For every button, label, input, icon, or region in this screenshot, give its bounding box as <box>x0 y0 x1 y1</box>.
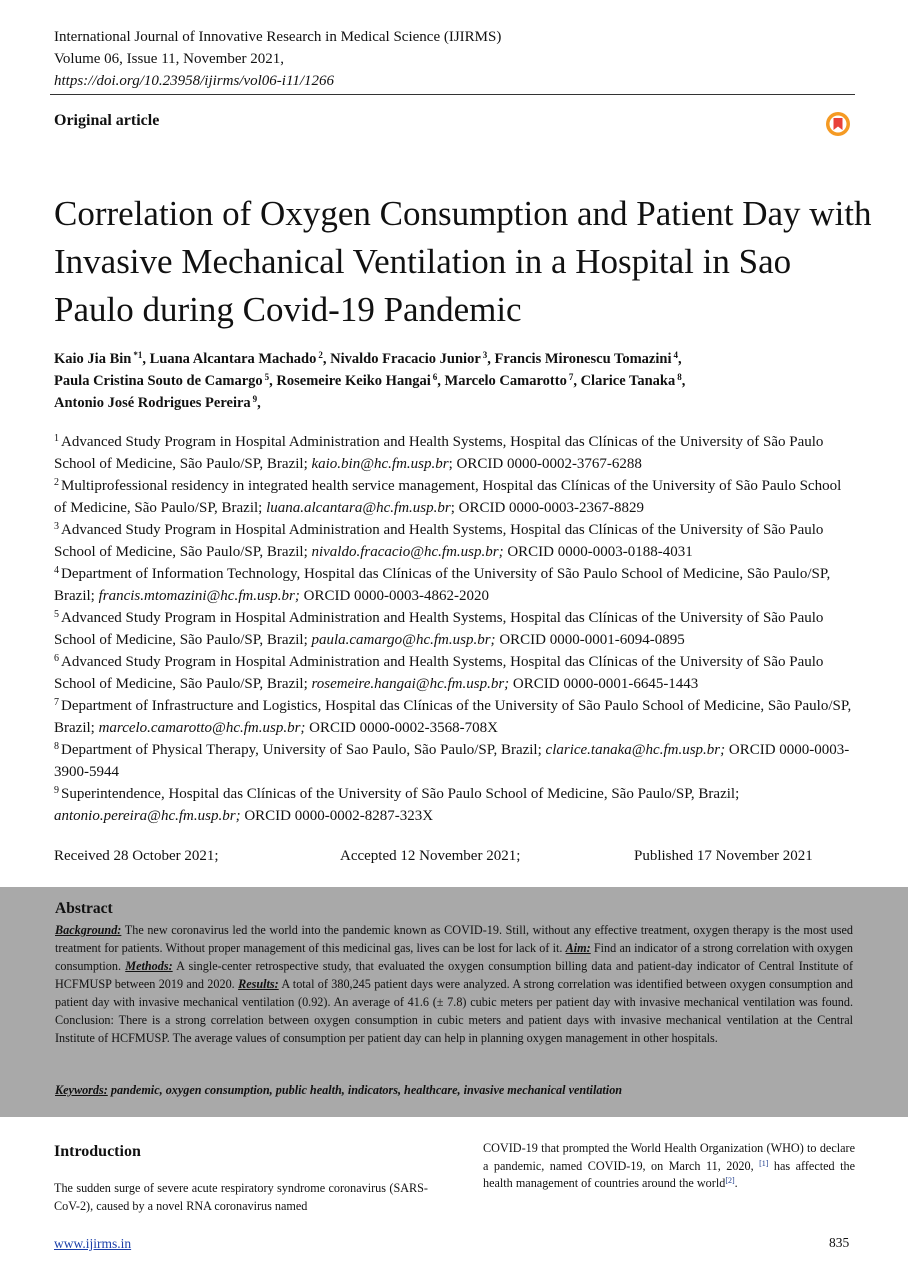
results-label: Results: <box>238 977 279 991</box>
intro-text-a: COVID-19 that prompted the World Health Organization (WHO) to declare a pandemic, named COVID-19, on March 11, 2020, <box>483 1141 855 1173</box>
affiliation-number: 6 <box>54 653 59 664</box>
article-title: Correlation of Oxygen Consumption and Patient Day with Invasive Mechanical Ventilation in a Hospital in Sao Paulo during Covid-19 Pandemic <box>54 194 872 329</box>
affiliation-text: Department of Information Technology, Hospital das Clínicas of the University of São Paulo School of Medicine, São Paulo/SP, Brazil; <box>54 566 831 604</box>
footer-website-link[interactable]: www.ijirms.in <box>54 1236 132 1251</box>
affiliation-text: Department of Physical Therapy, University of Sao Paulo, São Paulo/SP, Brazil; <box>61 742 546 758</box>
affiliation-item <box>54 563 854 607</box>
affiliation-orcid: ORCID 0000-0001-6645-1443 <box>509 676 699 692</box>
affiliation-email[interactable]: nivaldo.fracacio@hc.fm.usp.br; <box>311 544 504 560</box>
aim-label: Aim: <box>565 941 591 955</box>
author-list: Kaio Jia Bin $^{*1}$, Luana Alcantara Machado $^2$, Nivaldo Fracacio Junior $^3$, Francis Mironescu Tomazini $^4$, Paula Cristina Souto de Camargo $^5$, Rosemeire Keiko Hangai $^6$, Marcelo Camarotto $^7$, Clarice Tanaka $^8$, Antonio José Rodrigues Pereira $^9$, <box>54 350 686 411</box>
author-affiliation-ref: 5 <box>264 372 270 382</box>
author-affiliation-ref: *1 <box>133 350 143 360</box>
affiliation-orcid: ORCID 0000-0001-6094-0895 <box>495 632 685 648</box>
journal-header <box>54 26 501 92</box>
affiliation-orcid: ORCID 0000-0002-3568-708X <box>305 720 498 736</box>
methods-label: Methods: <box>125 959 173 973</box>
received-date: Received 28 October 2021; <box>54 848 219 864</box>
affiliation-item <box>54 607 854 651</box>
affiliation-text: Advanced Study Program in Hospital Administration and Health Systems, Hospital das Clínicas of the University of São Paulo School of Medicine, São Paulo/SP, Brazil; <box>54 522 824 560</box>
affiliation-email[interactable]: kaio.bin@hc.fm.usp.br <box>311 456 449 472</box>
author-name: Paula Cristina Souto de Camargo <box>54 373 263 389</box>
citation-ref-2[interactable]: [2] <box>725 1176 735 1185</box>
header-divider <box>50 94 855 95</box>
affiliation-number: 8 <box>54 741 59 752</box>
affiliation-number: 9 <box>54 785 59 796</box>
author-affiliation-ref: 2 <box>318 350 323 360</box>
author-name: Marcelo Camarotto <box>444 373 567 389</box>
affiliation-text: Advanced Study Program in Hospital Administration and Health Systems, Hospital das Clínicas of the University of São Paulo School of Medicine, São Paulo/SP, Brazil; <box>54 610 824 648</box>
affiliation-text: Advanced Study Program in Hospital Administration and Health Systems, Hospital das Clínicas of the University of São Paulo School of Medicine, São Paulo/SP, Brazil; <box>54 654 824 692</box>
journal-name: International Journal of Innovative Research in Medical Science (IJIRMS) <box>54 29 502 45</box>
author-affiliation-ref: 8 <box>677 372 682 382</box>
intro-text-b: has affected the health management of countries around the world <box>483 1158 855 1190</box>
author-name: Luana Alcantara Machado <box>149 351 317 367</box>
results-text: A total of 380,245 patient days were analyzed. A strong correlation was identified between oxygen consumption and patient day with invasive mechanical ventilation (0.92). An average of 41.6 (± 7.8) cubic meters per patient day with invasive mechanical ventilation was found. Conclusion: There is a strong correlation between oxygen consumption in cubic meters and patient days with invasive mechanical ventilation at the Central Institute of HCFMUSP. The average values of consumption per patient day can help in planning oxygen management in other hospitals. <box>55 977 853 1045</box>
author-name: Nivaldo Fracacio Junior <box>330 351 481 367</box>
abstract-section <box>0 887 908 1117</box>
affiliation-text: Superintendence, Hospital das Clínicas of the University of São Paulo School of Medicine, São Paulo/SP, Brazil; <box>61 786 740 802</box>
affiliation-list <box>54 431 854 827</box>
journal-volume: Volume 06, Issue 11, November 2021, <box>54 51 284 67</box>
affiliation-text: Department of Infrastructure and Logistics, Hospital das Clínicas of the University of São Paulo School of Medicine, São Paulo/SP, Brazil; <box>54 698 852 736</box>
author-affiliation-ref: 9 <box>252 394 258 404</box>
affiliation-number: 5 <box>54 609 59 620</box>
abstract-text <box>55 921 853 1047</box>
affiliation-email[interactable]: antonio.pereira@hc.fm.usp.br; <box>54 808 241 824</box>
affiliation-orcid: ; ORCID 0000-0003-2367-8829 <box>450 500 645 516</box>
affiliation-email[interactable]: francis.mtomazini@hc.fm.usp.br; <box>98 588 300 604</box>
affiliation-orcid: ORCID 0000-0003-4862-2020 <box>299 588 490 604</box>
author-affiliation-ref: 6 <box>432 372 438 382</box>
keywords-text: pandemic, oxygen consumption, public health, indicators, healthcare, invasive mechanical ventilation <box>107 1083 623 1097</box>
author-affiliation-ref: 3 <box>482 350 488 360</box>
affiliation-email[interactable]: marcelo.camarotto@hc.fm.usp.br; <box>98 720 306 736</box>
affiliation-orcid: ORCID 0000-0003-0188-4031 <box>503 544 693 560</box>
page-number: 835 <box>829 1235 850 1250</box>
published-date: Published 17 November 2021 <box>634 848 813 864</box>
author-affiliation-ref: 4 <box>673 350 678 360</box>
doi-link[interactable]: https://doi.org/10.23958/ijirms/vol06-i11/1266 <box>54 73 335 89</box>
affiliation-text: Multiprofessional residency in integrated health service management, Hospital das Clínicas of the University of São Paulo School of Medicine, São Paulo/SP, Brazil; <box>54 478 842 516</box>
affiliation-email[interactable]: rosemeire.hangai@hc.fm.usp.br; <box>311 676 510 692</box>
abstract-heading: Abstract <box>55 900 113 917</box>
article-type: Original article <box>54 112 160 129</box>
author-name: Kaio Jia Bin <box>54 351 132 367</box>
affiliation-number: 2 <box>54 477 59 488</box>
citation-ref-1[interactable]: [1] <box>759 1158 769 1168</box>
affiliation-item <box>54 519 854 563</box>
keywords-label: Keywords: <box>55 1083 108 1097</box>
affiliation-email[interactable]: luana.alcantara@hc.fm.usp.br <box>266 500 451 516</box>
affiliation-number: 4 <box>54 565 59 576</box>
introduction-col1: The sudden surge of severe acute respiratory syndrome coronavirus (SARS-CoV-2), caused by a novel RNA coronavirus named <box>54 1181 428 1213</box>
affiliation-email[interactable]: clarice.tanaka@hc.fm.usp.br; <box>545 742 726 758</box>
keywords <box>55 1083 622 1098</box>
affiliation-number: 1 <box>54 433 59 444</box>
background-text: The new coronavirus led the world into the pandemic known as COVID-19. Still, without any effective treatment, oxygen therapy is the most used treatment for patients. Without proper management of this medicinal gas, lives can be lost for lack of it. <box>55 923 853 955</box>
author-name: Francis Mironescu Tomazini <box>494 351 672 367</box>
affiliation-item <box>54 739 854 783</box>
affiliation-item <box>54 695 854 739</box>
check-for-updates-icon[interactable] <box>825 111 851 137</box>
affiliation-number: 3 <box>54 521 59 532</box>
affiliation-orcid: ORCID 0000-0003-3900-5944 <box>54 742 850 780</box>
introduction-col2 <box>483 1140 855 1193</box>
affiliation-item <box>54 475 854 519</box>
background-label: Background: <box>55 923 122 937</box>
affiliation-email[interactable]: paula.camargo@hc.fm.usp.br; <box>311 632 496 648</box>
accepted-date: Accepted 12 November 2021; <box>340 848 521 864</box>
intro-text-c: . <box>734 1176 738 1190</box>
author-affiliation-ref: 7 <box>568 372 574 382</box>
affiliation-number: 7 <box>54 697 59 708</box>
affiliation-item <box>54 783 854 827</box>
affiliation-orcid: ORCID 0000-0002-8287-323X <box>240 808 434 824</box>
author-name: Rosemeire Keiko Hangai <box>276 373 431 389</box>
author-name: Antonio José Rodrigues Pereira <box>54 395 251 411</box>
affiliation-item <box>54 431 854 475</box>
methods-text: A single-center retrospective study, that evaluated the oxygen consumption billing data and patient-day indicator of Central Institute of HCFMUSP between 2019 and 2020. <box>55 959 854 991</box>
author-name: Clarice Tanaka <box>580 373 676 389</box>
introduction-heading: Introduction <box>54 1143 141 1160</box>
affiliation-text: Advanced Study Program in Hospital Administration and Health Systems, Hospital das Clínicas of the University of São Paulo School of Medicine, São Paulo/SP, Brazil; <box>54 434 824 472</box>
affiliation-item <box>54 651 854 695</box>
aim-text: Find an indicator of a strong correlation with oxygen consumption. <box>55 941 853 973</box>
affiliation-orcid: ; ORCID 0000-0002-3767-6288 <box>448 456 642 472</box>
